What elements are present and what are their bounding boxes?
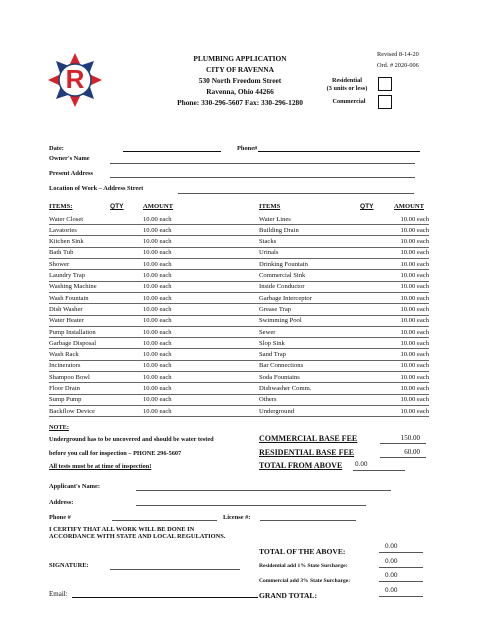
left-item-name: Wash Rack	[49, 351, 79, 359]
right-item-name: Inside Conductor	[259, 283, 305, 291]
owner-name-label: Owner's Name	[49, 155, 90, 162]
amount-header-right: AMOUNT	[394, 203, 425, 210]
left-item-name: Incinerators	[49, 362, 81, 370]
left-item-name: Water Heater	[49, 317, 84, 325]
email-field[interactable]	[72, 597, 258, 598]
note-title: NOTE:	[49, 424, 69, 431]
right-item-amount: 10.00 each	[400, 328, 429, 336]
right-item-amount: 10.00 each	[400, 305, 429, 313]
total-from-above-line	[353, 470, 405, 471]
commercial-surcharge-label: Commercial add 3% State Surcharge:	[259, 578, 351, 584]
commercial-base-fee-label: COMMERCIAL BASE FEE	[259, 434, 358, 443]
left-item-amount: 10.00 each	[143, 385, 172, 392]
qty-header-right: QTY	[360, 203, 374, 210]
residential-base-fee-label: RESIDENTIAL BASE FEE	[259, 448, 355, 457]
commercial-fee-line	[380, 443, 426, 444]
email-label: Email:	[49, 590, 68, 598]
note-line-1: Underground has to be uncovered and should be water tested	[49, 436, 214, 443]
grand-total-line	[379, 596, 423, 597]
applicant-address-field[interactable]	[136, 505, 366, 506]
table-row	[49, 384, 429, 395]
right-item-amount: 10.00 each	[400, 249, 429, 257]
city-state: Ravenna, Ohio 44266	[206, 87, 274, 96]
left-item-name: Backflow Device	[49, 407, 95, 415]
right-item-amount: 10.00 each	[400, 317, 429, 325]
left-item-name: Floor Drain	[49, 385, 80, 392]
total-of-above-value[interactable]: 0.00	[385, 543, 398, 550]
applicant-name-field[interactable]	[136, 490, 391, 491]
phone-label: Phone#	[237, 145, 258, 152]
right-item-name: Grease Trap	[259, 305, 292, 313]
city-address: 530 North Freedom Street	[198, 76, 282, 85]
residential-base-fee-value: 60.00	[404, 448, 420, 456]
items-header-left: ITEMS:	[49, 203, 73, 210]
left-item-name: Shampoo Bowl	[49, 373, 90, 381]
right-item-name: Swimming Pool	[259, 317, 302, 325]
table-row	[49, 327, 429, 338]
right-item-name: Drinking Fountain	[259, 260, 308, 268]
certify-line-1: I CERTIFY THAT ALL WORK WILL BE DONE IN	[49, 526, 195, 533]
form-title: PLUMBING APPLICATION	[193, 54, 287, 63]
left-item-name: Garbage Disposal	[49, 339, 97, 347]
right-item-amount: 10.00 each	[400, 294, 429, 302]
left-item-amount: 10.00 each	[143, 305, 172, 313]
owner-name-field[interactable]	[110, 163, 415, 164]
residential-surcharge-line	[379, 567, 423, 568]
total-from-above-value[interactable]: 0.00	[355, 461, 368, 468]
right-item-name: Dishwasher Comm.	[259, 385, 312, 392]
left-item-amount: 10.00 each	[143, 260, 172, 268]
commercial-surcharge-line	[379, 581, 423, 582]
license-label: License #:	[223, 514, 251, 521]
residential-surcharge-label: Residential add 1% State Surcharge:	[259, 563, 348, 569]
table-row	[49, 214, 429, 225]
commercial-base-fee-value: 150.00	[400, 434, 420, 442]
table-row	[49, 361, 429, 372]
table-row	[49, 316, 429, 327]
left-item-amount: 10.00 each	[143, 328, 172, 336]
present-address-field[interactable]	[110, 177, 415, 178]
commercial-label: Commercial	[332, 98, 366, 105]
left-item-amount: 10.00 each	[143, 362, 172, 370]
left-item-name: Sump Pump	[49, 396, 82, 404]
right-item-amount: 10.00 each	[400, 396, 429, 404]
left-item-name: Washing Machine	[49, 283, 97, 291]
left-item-amount: 10.00 each	[143, 272, 172, 279]
left-item-name: Dish Washer	[49, 305, 83, 313]
license-field[interactable]	[260, 520, 356, 521]
left-item-amount: 10.00 each	[143, 238, 172, 246]
applicant-phone-label: Phone #	[49, 514, 71, 521]
right-item-name: Garbage Interceptor	[259, 294, 312, 302]
residential-sub-label: (3 units or less)	[326, 85, 368, 92]
left-item-amount: 10.00 each	[143, 249, 172, 257]
location-of-work-label: Location of Work – Address Street	[49, 185, 144, 192]
applicant-phone-field[interactable]	[112, 520, 217, 521]
right-item-name: Slop Sink	[259, 339, 285, 347]
certify-line-2: ACCORDANCE WITH STATE AND LOCAL REGULATIONS.	[49, 533, 226, 540]
table-row	[49, 282, 429, 293]
total-from-above-label: TOTAL FROM ABOVE	[259, 461, 343, 470]
left-item-amount: 10.00 each	[143, 396, 172, 404]
left-item-amount: 10.00 each	[143, 294, 172, 302]
residential-checkbox[interactable]	[378, 77, 392, 91]
right-item-amount: 10.00 each	[400, 272, 429, 279]
city-name: CITY OF RAVENNA	[206, 65, 274, 74]
residential-fee-line	[380, 457, 426, 458]
right-item-amount: 10.00 each	[400, 385, 429, 392]
ordinance-number: Ord. # 2020-006	[377, 62, 419, 69]
right-item-name: Underground	[259, 407, 295, 415]
total-of-above-label: TOTAL OF THE ABOVE:	[259, 547, 346, 556]
left-item-amount: 10.00 each	[143, 283, 172, 291]
present-address-label: Present Address	[49, 170, 93, 177]
table-row	[49, 338, 429, 349]
left-item-amount: 10.00 each	[143, 317, 172, 325]
phone-field[interactable]	[258, 151, 420, 152]
table-row	[49, 395, 429, 406]
left-item-name: Pump Installation	[49, 328, 96, 336]
table-row	[49, 259, 429, 270]
table-row	[49, 350, 429, 361]
right-item-amount: 10.00 each	[400, 362, 429, 370]
residential-label: Residential	[331, 77, 363, 84]
table-row	[49, 237, 429, 248]
items-header-right: ITEMS	[259, 203, 281, 210]
left-item-amount: 10.00 each	[143, 339, 172, 347]
note-line-3: All tests must be at time of inspection!	[49, 463, 152, 470]
left-item-name: Lavatories	[49, 226, 77, 234]
note-line-2: before you call for inspection – PHONE 296-5607	[49, 450, 182, 457]
qty-header-left: QTY	[110, 203, 124, 210]
grand-total-label: GRAND TOTAL:	[259, 591, 318, 600]
table-row	[49, 271, 429, 282]
right-item-name: Others	[259, 396, 277, 404]
left-item-amount: 10.00 each	[143, 373, 172, 381]
residential-surcharge-value[interactable]: 0.00	[385, 558, 398, 565]
right-item-name: Bar Connections	[259, 362, 304, 370]
commercial-surcharge-value[interactable]: 0.00	[385, 572, 398, 579]
table-row	[49, 225, 429, 236]
applicant-name-label: Applicant's Name:	[49, 483, 100, 490]
right-item-name: Urinals	[259, 249, 279, 257]
left-item-name: Bath Tub	[49, 249, 74, 257]
table-row	[49, 406, 429, 417]
right-item-name: Water Lines	[259, 215, 291, 223]
right-item-name: Stacks	[259, 238, 277, 246]
revised-date: Revised 8-14-20	[377, 51, 419, 58]
right-item-amount: 10.00 each	[400, 407, 429, 415]
left-item-amount: 10.00 each	[143, 351, 172, 359]
signature-field[interactable]	[110, 569, 240, 570]
table-row	[49, 248, 429, 259]
amount-header-left: AMOUNT	[143, 203, 174, 210]
right-item-amount: 10.00 each	[400, 373, 429, 381]
left-item-amount: 10.00 each	[143, 215, 172, 223]
signature-label: SIGNATURE:	[49, 562, 89, 569]
left-item-name: Laundry Trap	[49, 272, 86, 279]
right-item-name: Sand Trap	[259, 351, 286, 359]
right-item-amount: 10.00 each	[400, 226, 429, 234]
date-field[interactable]	[123, 151, 221, 152]
phone-fax: Phone: 330-296-5607 Fax: 330-296-1280	[177, 98, 303, 107]
left-item-amount: 10.00 each	[143, 226, 172, 234]
right-item-amount: 10.00 each	[400, 238, 429, 246]
grand-total-value[interactable]: 0.00	[385, 587, 398, 594]
location-of-work-field[interactable]	[178, 193, 414, 194]
right-item-name: Building Drain	[259, 226, 299, 234]
left-item-name: Shower	[49, 260, 70, 268]
right-item-amount: 10.00 each	[400, 351, 429, 359]
right-item-name: Commercial Sink	[259, 272, 306, 279]
right-item-amount: 10.00 each	[400, 260, 429, 268]
table-row	[49, 372, 429, 383]
table-row	[49, 293, 429, 304]
left-item-name: Kitchen Sink	[49, 238, 84, 246]
left-item-name: Wash Fountain	[49, 294, 89, 302]
total-of-above-line	[379, 552, 423, 553]
commercial-checkbox[interactable]	[378, 95, 392, 109]
left-item-name: Water Closet	[49, 215, 84, 223]
right-item-name: Soda Fountains	[259, 373, 300, 381]
right-item-name: Sewer	[259, 328, 276, 336]
left-item-amount: 10.00 each	[143, 407, 172, 415]
logo-letter: R	[65, 64, 85, 94]
table-row	[49, 304, 429, 315]
applicant-address-label: Address:	[49, 499, 74, 506]
right-item-amount: 10.00 each	[400, 283, 429, 291]
date-label: Date:	[49, 145, 64, 152]
right-item-amount: 10.00 each	[400, 339, 429, 347]
right-item-amount: 10.00 each	[400, 215, 429, 223]
